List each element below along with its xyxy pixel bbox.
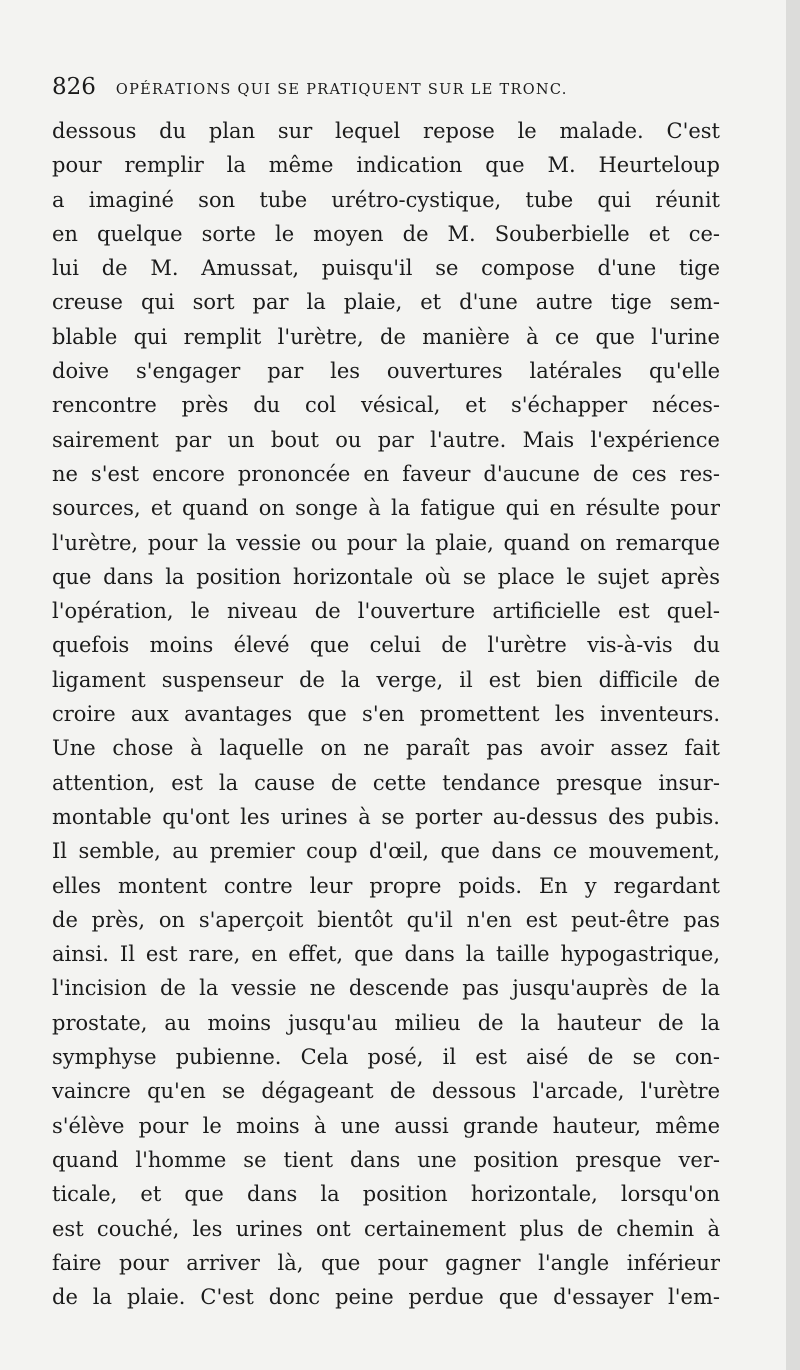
text-line: ticale, et que dans la position horizontale, lorsqu'on: [52, 1182, 720, 1207]
text-line: quand l'homme se tient dans une position presque ver-: [52, 1147, 720, 1172]
text-line: croire aux avantages que s'en promettent les inventeurs.: [52, 702, 720, 727]
text-line: l'urètre, pour la vessie ou pour la plaie, quand on remarque: [52, 530, 720, 555]
body-text: [52, 114, 720, 1314]
text-line: que dans la position horizontale où se place le sujet après: [52, 564, 720, 589]
text-line: montable qu'ont les urines à se porter au-dessus des pubis.: [52, 804, 720, 829]
running-title: OPÉRATIONS QUI SE PRATIQUENT SUR LE TRONC.: [115, 82, 568, 98]
text-line: ne s'est encore prononcée en faveur d'aucune de ces res-: [52, 461, 720, 486]
text-line: prostate, au moins jusqu'au milieu de la hauteur de la: [52, 1010, 720, 1035]
text-line: s'élève pour le moins à une aussi grande hauteur, même: [52, 1113, 720, 1138]
text-line: lui de M. Amussat, puisqu'il se compose d'une tige: [52, 256, 720, 281]
text-line: l'opération, le niveau de l'ouverture artificielle est quel-: [52, 599, 720, 624]
text-line: dessous du plan sur lequel repose le malade. C'est: [52, 119, 720, 143]
text-line: elles montent contre leur propre poids. En y regardant: [52, 873, 720, 898]
text-line: symphyse pubienne. Cela posé, il est aisé de se con-: [52, 1045, 720, 1070]
text-line: ainsi. Il est rare, en effet, que dans la taille hypogastrique,: [52, 942, 720, 967]
text-line: de près, on s'aperçoit bientôt qu'il n'en est peut-être pas: [52, 907, 720, 932]
text-line: rencontre près du col vésical, et s'échapper néces-: [52, 393, 720, 418]
text-line: sources, et quand on songe à la fatigue qui en résulte pour: [52, 496, 720, 521]
text-line: en quelque sorte le moyen de M. Souberbielle et ce-: [52, 221, 720, 246]
text-line: Il semble, au premier coup d'œil, que dans ce mouvement,: [52, 839, 720, 864]
text-line: blable qui remplit l'urètre, de manière à ce que l'urine: [52, 324, 720, 349]
text-line: creuse qui sort par la plaie, et d'une autre tige sem-: [52, 290, 720, 315]
page-number: 826: [52, 74, 96, 100]
text-line: Une chose à laquelle on ne paraît pas avoir assez fait: [52, 736, 720, 761]
page-header: [52, 74, 692, 100]
text-line: quefois moins élevé que celui de l'urètre vis-à-vis du: [52, 633, 720, 658]
text-line: sairement par un bout ou par l'autre. Mais l'expérience: [52, 427, 720, 452]
text-line: faire pour arriver là, que pour gagner l'angle inférieur: [52, 1250, 720, 1275]
text-line: ligament suspenseur de la verge, il est bien difficile de: [52, 667, 720, 692]
text-line: l'incision de la vessie ne descende pas jusqu'auprès de la: [52, 976, 720, 1001]
text-line: pour remplir la même indication que M. Heurteloup: [52, 153, 720, 178]
text-line: vaincre qu'en se dégageant de dessous l'arcade, l'urètre: [52, 1079, 720, 1104]
text-line: est couché, les urines ont certainement plus de chemin à: [52, 1216, 720, 1241]
text-line: a imaginé son tube urétro-cystique, tube qui réunit: [52, 187, 720, 212]
text-line: de la plaie. C'est donc peine perdue que d'essayer l'em-: [52, 1285, 720, 1310]
text-line: attention, est la cause de cette tendance presque insur-: [52, 770, 720, 795]
text-line: doive s'engager par les ouvertures latérales qu'elle: [52, 359, 720, 384]
